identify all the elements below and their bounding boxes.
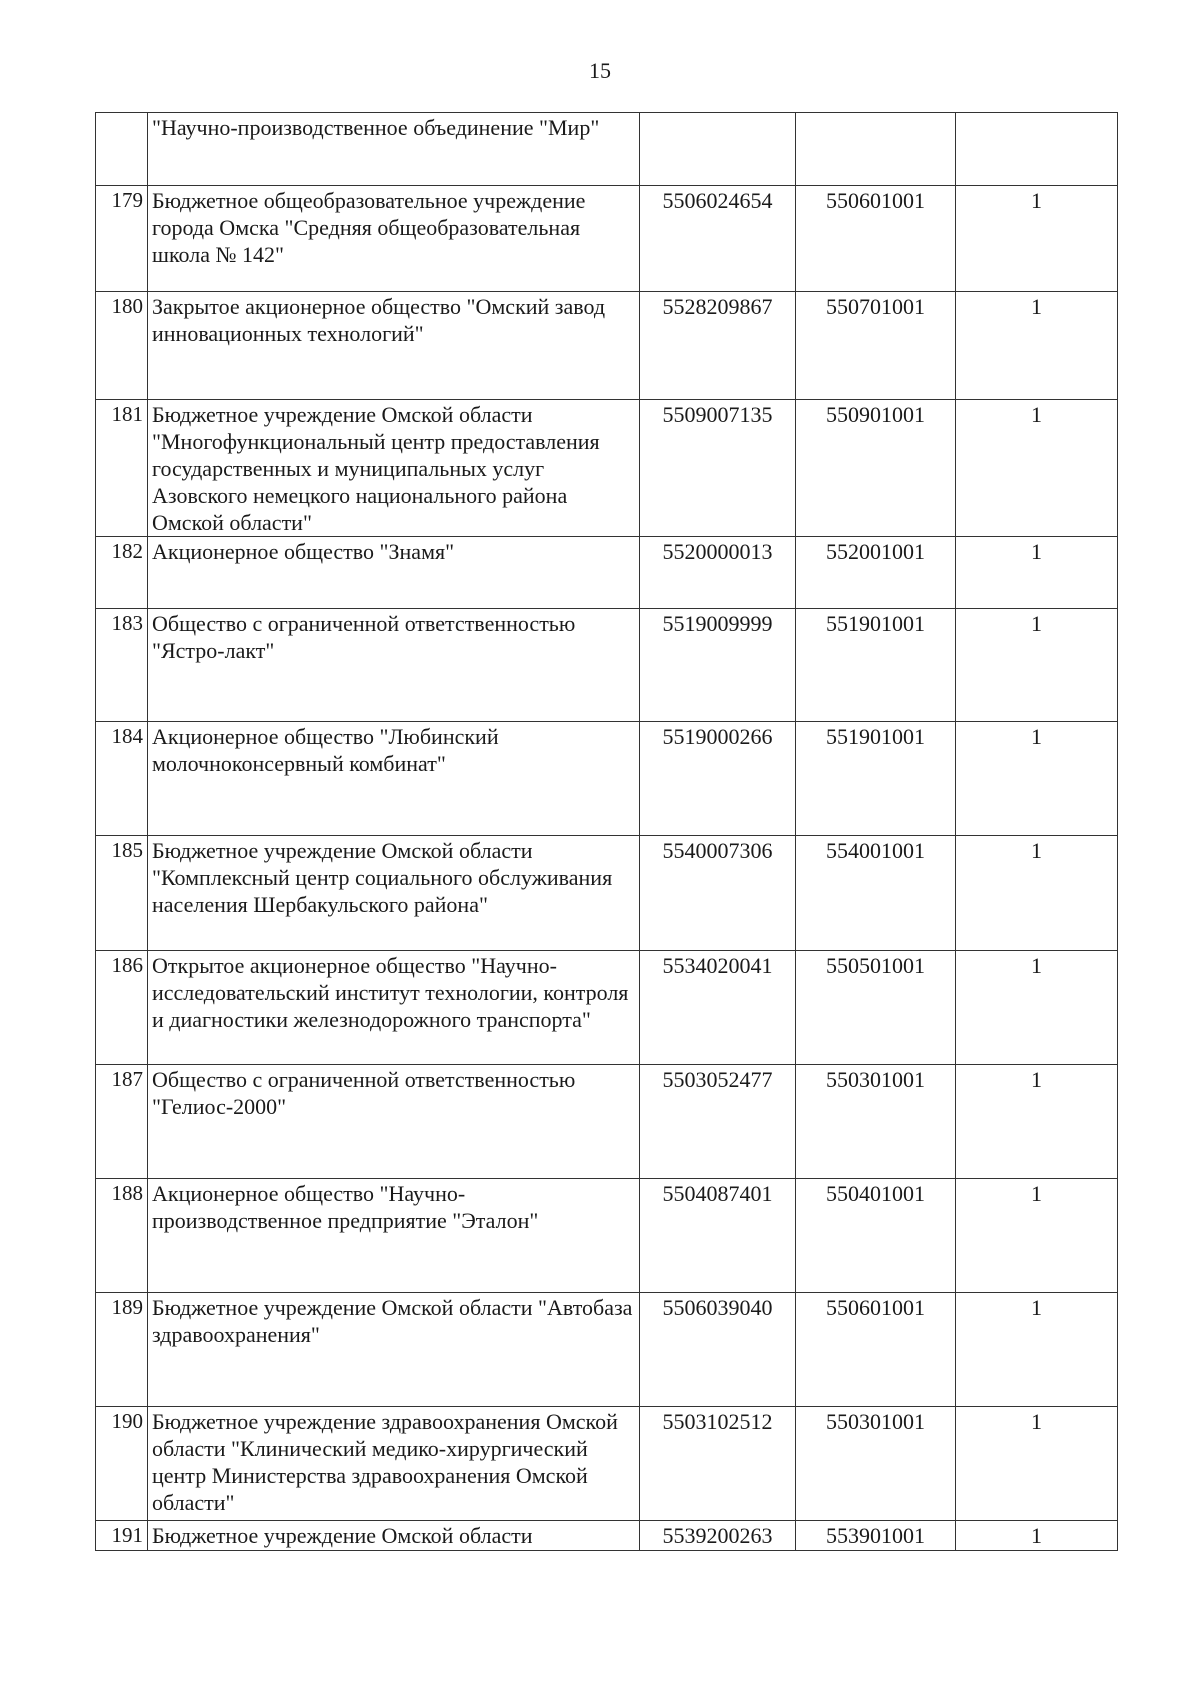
kpp-cell: 552001001 xyxy=(796,537,956,609)
inn-cell: 5506024654 xyxy=(640,186,796,292)
inn-cell: 5540007306 xyxy=(640,836,796,951)
row-number: 186 xyxy=(96,951,148,1065)
kpp-cell: 554001001 xyxy=(796,836,956,951)
kpp-cell: 550301001 xyxy=(796,1407,956,1521)
quantity-cell: 1 xyxy=(956,836,1118,951)
inn-cell: 5503102512 xyxy=(640,1407,796,1521)
organization-name: Акционерное общество "Научно-производственное предприятие "Эталон" xyxy=(148,1179,640,1293)
organization-name: Бюджетное общеобразовательное учреждение города Омска "Средняя общеобразовательная школа № 142" xyxy=(148,186,640,292)
organization-name: Бюджетное учреждение Омской области "Комплексный центр социального обслуживания населения Шербакульского района" xyxy=(148,836,640,951)
organization-name: Бюджетное учреждение Омской области xyxy=(148,1521,640,1551)
organization-name: Закрытое акционерное общество "Омский завод инновационных технологий" xyxy=(148,292,640,400)
table-row xyxy=(96,292,1118,400)
row-number: 184 xyxy=(96,722,148,836)
quantity-cell: 1 xyxy=(956,1293,1118,1407)
row-number: 180 xyxy=(96,292,148,400)
table-row xyxy=(96,836,1118,951)
inn-cell: 5528209867 xyxy=(640,292,796,400)
kpp-cell: 550901001 xyxy=(796,400,956,537)
page-number: 15 xyxy=(589,58,611,83)
organization-name: Бюджетное учреждение Омской области "Автобаза здравоохранения" xyxy=(148,1293,640,1407)
table-row xyxy=(96,1521,1118,1551)
organization-name: Общество с ограниченной ответственностью "Ястро-лакт" xyxy=(148,609,640,722)
row-number: 188 xyxy=(96,1179,148,1293)
table-row xyxy=(96,1407,1118,1521)
row-number: 187 xyxy=(96,1065,148,1179)
inn-cell: 5520000013 xyxy=(640,537,796,609)
table-row xyxy=(96,722,1118,836)
row-number: 185 xyxy=(96,836,148,951)
kpp-cell: 550301001 xyxy=(796,1065,956,1179)
quantity-cell: 1 xyxy=(956,722,1118,836)
kpp-cell: 550401001 xyxy=(796,1179,956,1293)
inn-cell: 5504087401 xyxy=(640,1179,796,1293)
inn-cell: 5509007135 xyxy=(640,400,796,537)
quantity-cell xyxy=(956,113,1118,186)
quantity-cell: 1 xyxy=(956,1065,1118,1179)
kpp-cell: 551901001 xyxy=(796,609,956,722)
table-row xyxy=(96,951,1118,1065)
kpp-cell: 550701001 xyxy=(796,292,956,400)
kpp-cell: 551901001 xyxy=(796,722,956,836)
inn-cell: 5539200263 xyxy=(640,1521,796,1551)
row-number: 190 xyxy=(96,1407,148,1521)
kpp-cell: 550601001 xyxy=(796,186,956,292)
organization-name: Открытое акционерное общество "Научно-исследовательский институт технологии, контроля и диагностики железнодорожного транспорта" xyxy=(148,951,640,1065)
inn-cell: 5534020041 xyxy=(640,951,796,1065)
table-row xyxy=(96,400,1118,537)
table-row xyxy=(96,609,1118,722)
inn-cell: 5503052477 xyxy=(640,1065,796,1179)
row-number: 179 xyxy=(96,186,148,292)
table-row xyxy=(96,537,1118,609)
table-row xyxy=(96,113,1118,186)
organization-name: Акционерное общество "Знамя" xyxy=(148,537,640,609)
quantity-cell: 1 xyxy=(956,951,1118,1065)
quantity-cell: 1 xyxy=(956,292,1118,400)
kpp-cell: 550601001 xyxy=(796,1293,956,1407)
quantity-cell: 1 xyxy=(956,1521,1118,1551)
inn-cell: 5519000266 xyxy=(640,722,796,836)
inn-cell: 5519009999 xyxy=(640,609,796,722)
kpp-cell: 553901001 xyxy=(796,1521,956,1551)
organization-name: Акционерное общество "Любинский молочноконсервный комбинат" xyxy=(148,722,640,836)
quantity-cell: 1 xyxy=(956,400,1118,537)
inn-cell xyxy=(640,113,796,186)
kpp-cell xyxy=(796,113,956,186)
row-number: 183 xyxy=(96,609,148,722)
table-row xyxy=(96,1179,1118,1293)
organizations-table xyxy=(95,112,1118,1551)
table-row xyxy=(96,186,1118,292)
table-row xyxy=(96,1293,1118,1407)
row-number: 182 xyxy=(96,537,148,609)
quantity-cell: 1 xyxy=(956,537,1118,609)
organization-name: "Научно-производственное объединение "Мир" xyxy=(148,113,640,186)
organization-name: Общество с ограниченной ответственностью "Гелиос-2000" xyxy=(148,1065,640,1179)
row-number: 191 xyxy=(96,1521,148,1551)
quantity-cell: 1 xyxy=(956,186,1118,292)
table-row xyxy=(96,1065,1118,1179)
row-number: 181 xyxy=(96,400,148,537)
organization-name: Бюджетное учреждение здравоохранения Омской области "Клинический медико-хирургический центр Министерства здравоохранения Омской области" xyxy=(148,1407,640,1521)
organization-name: Бюджетное учреждение Омской области "Многофункциональный центр предоставления государственных и муниципальных услуг Азовского немецкого национального района Омской области" xyxy=(148,400,640,537)
quantity-cell: 1 xyxy=(956,1407,1118,1521)
quantity-cell: 1 xyxy=(956,1179,1118,1293)
kpp-cell: 550501001 xyxy=(796,951,956,1065)
row-number xyxy=(96,113,148,186)
row-number: 189 xyxy=(96,1293,148,1407)
quantity-cell: 1 xyxy=(956,609,1118,722)
inn-cell: 5506039040 xyxy=(640,1293,796,1407)
